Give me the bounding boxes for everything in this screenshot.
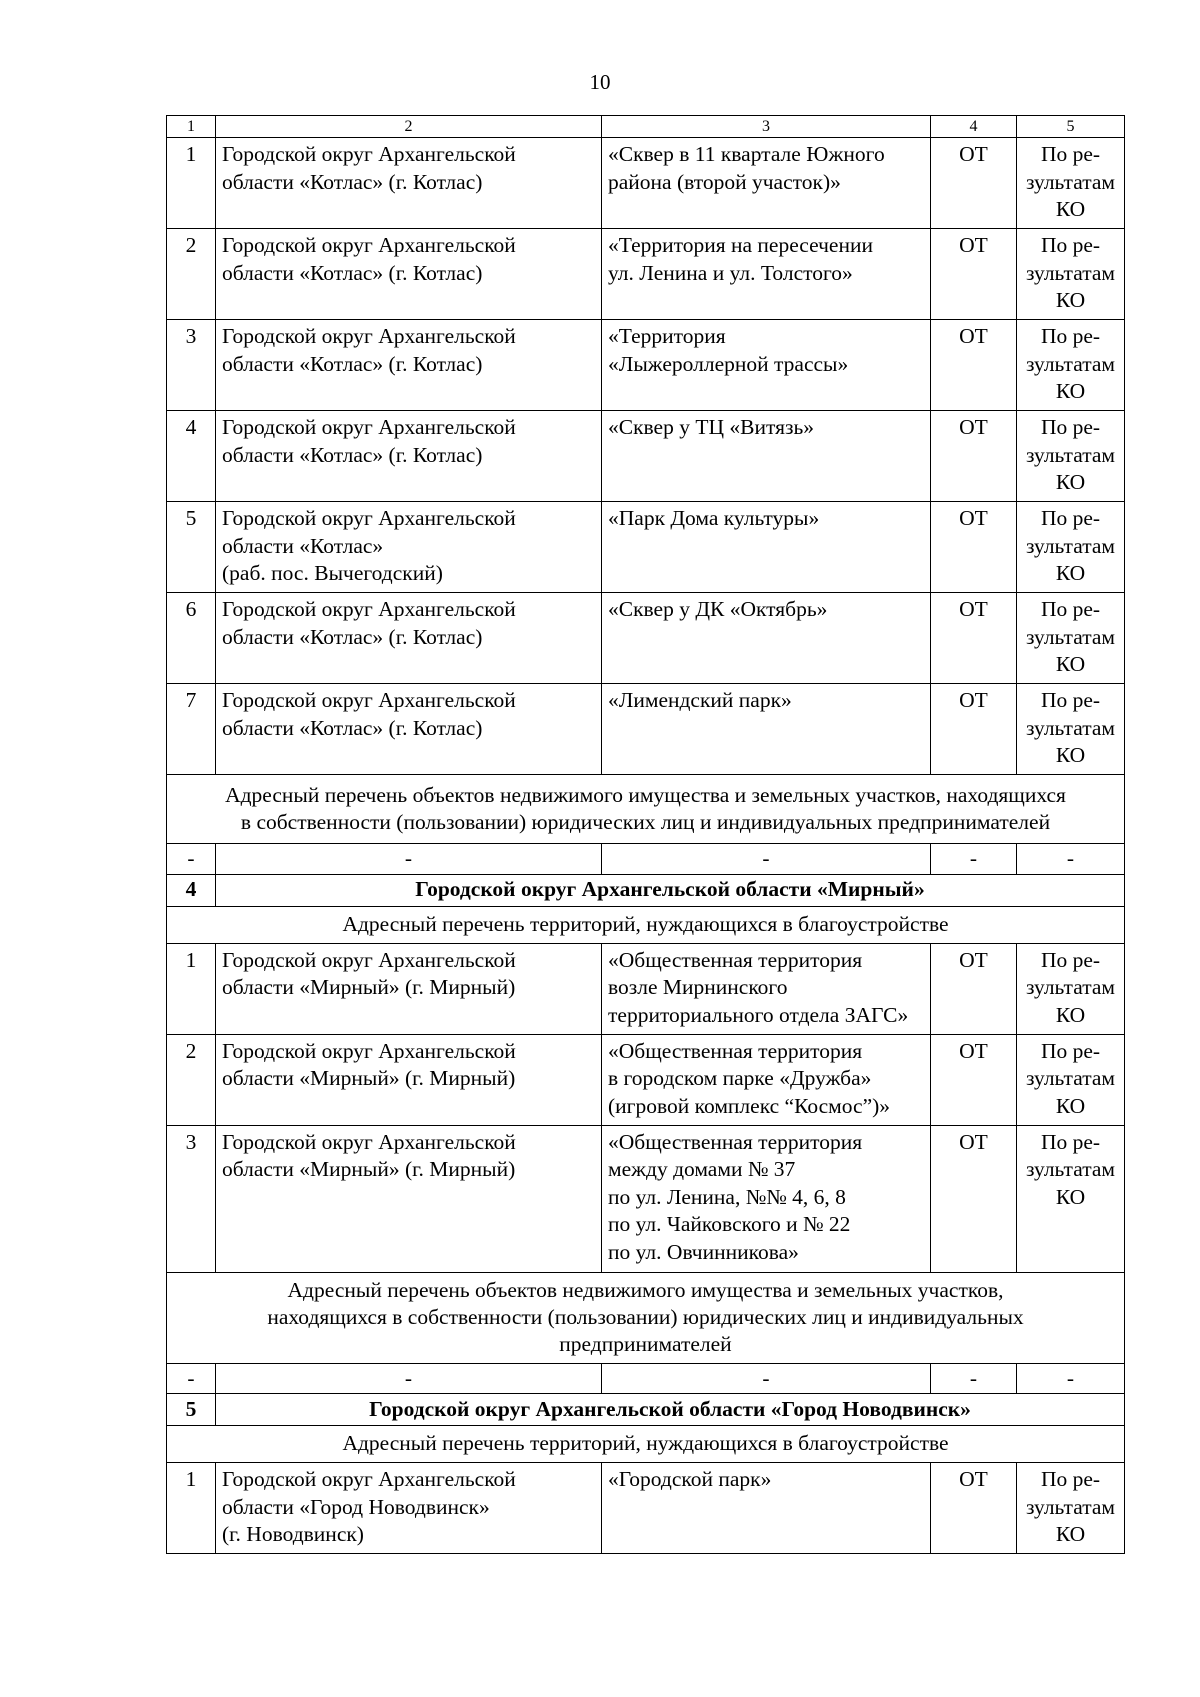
territory-line: ул. Ленина и ул. Толстого»	[608, 260, 853, 285]
territory-cell	[602, 1463, 931, 1554]
municipality-line: области «Мирный» (г. Мирный)	[222, 1066, 516, 1090]
municipality-line: (раб. пос. Вычегодский)	[222, 561, 443, 585]
municipality-cell	[216, 229, 602, 320]
table-row	[167, 943, 1125, 1034]
result-line: зультатам	[1025, 351, 1115, 376]
table-row	[167, 1034, 1125, 1125]
section-heading-line: Адресный перечень объектов недвижимого имущества и земельных участков,	[287, 1278, 1004, 1302]
result-line: По ре-	[1040, 1129, 1101, 1154]
type-cell: ОТ	[931, 593, 1017, 684]
municipality-line: области «Котлас» (г. Котлас)	[222, 351, 483, 376]
result-line: КО	[1055, 561, 1086, 585]
territory-line: между домами № 37	[608, 1157, 796, 1181]
municipality-line: области «Котлас» (г. Котлас)	[222, 715, 483, 740]
territory-line: «Общественная территория	[608, 1129, 863, 1154]
page-number: 10	[589, 70, 611, 94]
type-cell: ОТ	[931, 411, 1017, 502]
result-line: КО	[1055, 197, 1086, 221]
territory-cell	[602, 1125, 931, 1272]
row-number: 2	[167, 1034, 216, 1125]
empty-row	[167, 844, 1125, 875]
section-heading-row	[167, 775, 1125, 844]
territory-line: «Территория на пересечении	[608, 233, 873, 257]
municipality-cell	[216, 138, 602, 229]
empty-cell: -	[931, 844, 1017, 875]
municipality-cell	[216, 593, 602, 684]
section-heading	[167, 1272, 1125, 1363]
territory-cell	[602, 138, 931, 229]
municipality-line: области «Котлас»	[222, 533, 384, 558]
territory-cell	[602, 943, 931, 1034]
territory-line: «Сквер у ТЦ «Витязь»	[608, 415, 815, 439]
table-row	[167, 684, 1125, 775]
empty-cell: -	[216, 1363, 602, 1394]
result-line: По ре-	[1040, 1467, 1101, 1491]
row-number: 6	[167, 593, 216, 684]
type-cell: ОТ	[931, 1034, 1017, 1125]
empty-cell: -	[1017, 1363, 1125, 1394]
region-number: 5	[167, 1394, 216, 1426]
region-row	[167, 874, 1125, 906]
municipality-line: Городской округ Архангельской	[222, 506, 516, 530]
municipality-cell	[216, 943, 602, 1034]
territory-line: по ул. Овчинникова»	[608, 1239, 799, 1264]
type-cell: ОТ	[931, 684, 1017, 775]
result-cell	[1017, 943, 1125, 1034]
municipality-line: Городской округ Архангельской	[222, 1129, 516, 1154]
territory-line: «Общественная территория	[608, 1038, 863, 1063]
result-line: КО	[1055, 1093, 1086, 1118]
municipality-cell	[216, 1463, 602, 1554]
result-line: зультатам	[1025, 1066, 1115, 1090]
type-cell: ОТ	[931, 1125, 1017, 1272]
result-line: зультатам	[1025, 1157, 1115, 1181]
row-number: 5	[167, 502, 216, 593]
result-line: зультатам	[1025, 260, 1115, 285]
row-number: 3	[167, 320, 216, 411]
territory-line: «Лимендский парк»	[608, 688, 792, 712]
result-line: По ре-	[1040, 233, 1101, 257]
type-cell: ОТ	[931, 229, 1017, 320]
result-line: КО	[1055, 379, 1086, 403]
territory-cell	[602, 684, 931, 775]
result-cell	[1017, 320, 1125, 411]
result-line: По ре-	[1040, 142, 1101, 166]
header-cell-4: 4	[931, 116, 1017, 138]
type-cell: ОТ	[931, 502, 1017, 593]
region-title: Городской округ Архангельской области «Город Новодвинск»	[216, 1394, 1125, 1426]
result-cell	[1017, 502, 1125, 593]
table-row	[167, 1463, 1125, 1554]
territory-line: «Общественная территория	[608, 947, 863, 972]
result-cell	[1017, 1125, 1125, 1272]
header-cell-5: 5	[1017, 116, 1125, 138]
result-line: По ре-	[1040, 947, 1101, 972]
section-heading	[167, 775, 1125, 844]
empty-cell: -	[1017, 844, 1125, 875]
municipality-cell	[216, 411, 602, 502]
table-row	[167, 593, 1125, 684]
section-heading-line: в собственности (пользовании) юридических лиц и индивидуальных предпринимателей	[240, 810, 1051, 834]
municipality-cell	[216, 502, 602, 593]
region-title: Городской округ Архангельской области «Мирный»	[216, 874, 1125, 906]
territory-line: (игровой комплекс “Космос”)»	[608, 1093, 891, 1118]
table-body	[167, 116, 1125, 1554]
municipality-line: Городской округ Архангельской	[222, 1467, 516, 1491]
result-line: По ре-	[1040, 506, 1101, 530]
result-line: По ре-	[1040, 1038, 1101, 1063]
territory-cell	[602, 320, 931, 411]
municipality-line: области «Котлас» (г. Котлас)	[222, 169, 483, 194]
section-heading-row	[167, 1272, 1125, 1363]
territory-line: территориального отдела ЗАГС»	[608, 1002, 909, 1027]
result-cell	[1017, 229, 1125, 320]
municipality-line: области «Котлас» (г. Котлас)	[222, 624, 483, 649]
municipality-line: Городской округ Архангельской	[222, 597, 516, 621]
territory-line: «Сквер в 11 квартале Южного	[608, 142, 885, 166]
header-cell-3: 3	[602, 116, 931, 138]
type-cell: ОТ	[931, 320, 1017, 411]
empty-cell: -	[602, 1363, 931, 1394]
empty-row	[167, 1363, 1125, 1394]
empty-cell: -	[602, 844, 931, 875]
territory-line: по ул. Чайковского и № 22	[608, 1212, 851, 1236]
territory-cell	[602, 411, 931, 502]
territory-line: по ул. Ленина, №№ 4, 6, 8	[608, 1184, 846, 1209]
row-number: 7	[167, 684, 216, 775]
municipality-line: области «Мирный» (г. Мирный)	[222, 1157, 516, 1181]
territory-cell	[602, 229, 931, 320]
row-number: 4	[167, 411, 216, 502]
table-row	[167, 502, 1125, 593]
municipality-line: Городской округ Архангельской	[222, 1038, 516, 1063]
result-line: КО	[1055, 1522, 1086, 1546]
header-row	[167, 116, 1125, 138]
region-number: 4	[167, 874, 216, 906]
territory-line: в городском парке «Дружба»	[608, 1066, 872, 1090]
result-line: зультатам	[1025, 533, 1115, 558]
row-number: 2	[167, 229, 216, 320]
result-line: По ре-	[1040, 688, 1101, 712]
header-cell-1: 1	[167, 116, 216, 138]
table-row	[167, 229, 1125, 320]
region-row	[167, 1394, 1125, 1426]
municipality-cell	[216, 1034, 602, 1125]
type-cell: ОТ	[931, 1463, 1017, 1554]
territory-line: «Парк Дома культуры»	[608, 506, 820, 530]
result-line: зультатам	[1025, 715, 1115, 740]
caption-row	[167, 1426, 1125, 1463]
result-cell	[1017, 684, 1125, 775]
caption-row	[167, 906, 1125, 943]
table-row	[167, 320, 1125, 411]
empty-cell: -	[167, 844, 216, 875]
row-number: 1	[167, 138, 216, 229]
result-line: По ре-	[1040, 324, 1101, 348]
empty-cell: -	[216, 844, 602, 875]
result-line: По ре-	[1040, 415, 1101, 439]
section-heading-line: предпринимателей	[559, 1332, 732, 1356]
result-line: КО	[1055, 1002, 1086, 1027]
result-line: КО	[1055, 288, 1086, 312]
municipality-line: области «Котлас» (г. Котлас)	[222, 442, 483, 467]
table-row	[167, 1125, 1125, 1272]
municipality-line: области «Мирный» (г. Мирный)	[222, 975, 516, 999]
header-cell-2: 2	[216, 116, 602, 138]
municipality-line: области «Город Новодвинск»	[222, 1494, 490, 1519]
result-cell	[1017, 411, 1125, 502]
municipality-line: (г. Новодвинск)	[222, 1522, 364, 1546]
row-number: 3	[167, 1125, 216, 1272]
result-line: По ре-	[1040, 597, 1101, 621]
table-row	[167, 411, 1125, 502]
list-caption: Адресный перечень территорий, нуждающихся в благоустройстве	[167, 906, 1125, 943]
territory-cell	[602, 593, 931, 684]
territory-cell	[602, 502, 931, 593]
result-cell	[1017, 593, 1125, 684]
empty-cell: -	[167, 1363, 216, 1394]
municipality-cell	[216, 320, 602, 411]
municipality-cell	[216, 684, 602, 775]
municipality-line: Городской округ Архангельской	[222, 233, 516, 257]
section-heading-line: Адресный перечень объектов недвижимого имущества и земельных участков, находящихся	[225, 783, 1066, 807]
result-line: КО	[1055, 743, 1086, 767]
municipality-line: Городской округ Архангельской	[222, 142, 516, 166]
municipality-cell	[216, 1125, 602, 1272]
municipality-line: Городской округ Архангельской	[222, 947, 516, 972]
table-row	[167, 138, 1125, 229]
row-number: 1	[167, 1463, 216, 1554]
territories-table	[166, 115, 1125, 1554]
result-line: зультатам	[1025, 975, 1115, 999]
result-line: КО	[1055, 1184, 1086, 1209]
result-line: КО	[1055, 470, 1086, 494]
result-cell	[1017, 1463, 1125, 1554]
territory-line: «Территория	[608, 324, 726, 348]
municipality-line: области «Котлас» (г. Котлас)	[222, 260, 483, 285]
territory-line: «Лыжероллерной трассы»	[608, 351, 849, 376]
type-cell: ОТ	[931, 138, 1017, 229]
row-number: 1	[167, 943, 216, 1034]
territory-line: возле Мирнинского	[608, 975, 788, 999]
section-heading-line: находящихся в собственности (пользовании) юридических лиц и индивидуальных	[267, 1305, 1024, 1329]
result-cell	[1017, 138, 1125, 229]
empty-cell: -	[931, 1363, 1017, 1394]
result-line: КО	[1055, 652, 1086, 676]
territory-cell	[602, 1034, 931, 1125]
result-cell	[1017, 1034, 1125, 1125]
result-line: зультатам	[1025, 624, 1115, 649]
territory-line: «Городской парк»	[608, 1467, 772, 1491]
list-caption: Адресный перечень территорий, нуждающихся в благоустройстве	[167, 1426, 1125, 1463]
type-cell: ОТ	[931, 943, 1017, 1034]
result-line: зультатам	[1025, 442, 1115, 467]
municipality-line: Городской округ Архангельской	[222, 324, 516, 348]
municipality-line: Городской округ Архангельской	[222, 688, 516, 712]
result-line: зультатам	[1025, 1494, 1115, 1519]
territory-line: района (второй участок)»	[608, 169, 841, 194]
municipality-line: Городской округ Архангельской	[222, 415, 516, 439]
territory-line: «Сквер у ДК «Октябрь»	[608, 597, 828, 621]
result-line: зультатам	[1025, 169, 1115, 194]
